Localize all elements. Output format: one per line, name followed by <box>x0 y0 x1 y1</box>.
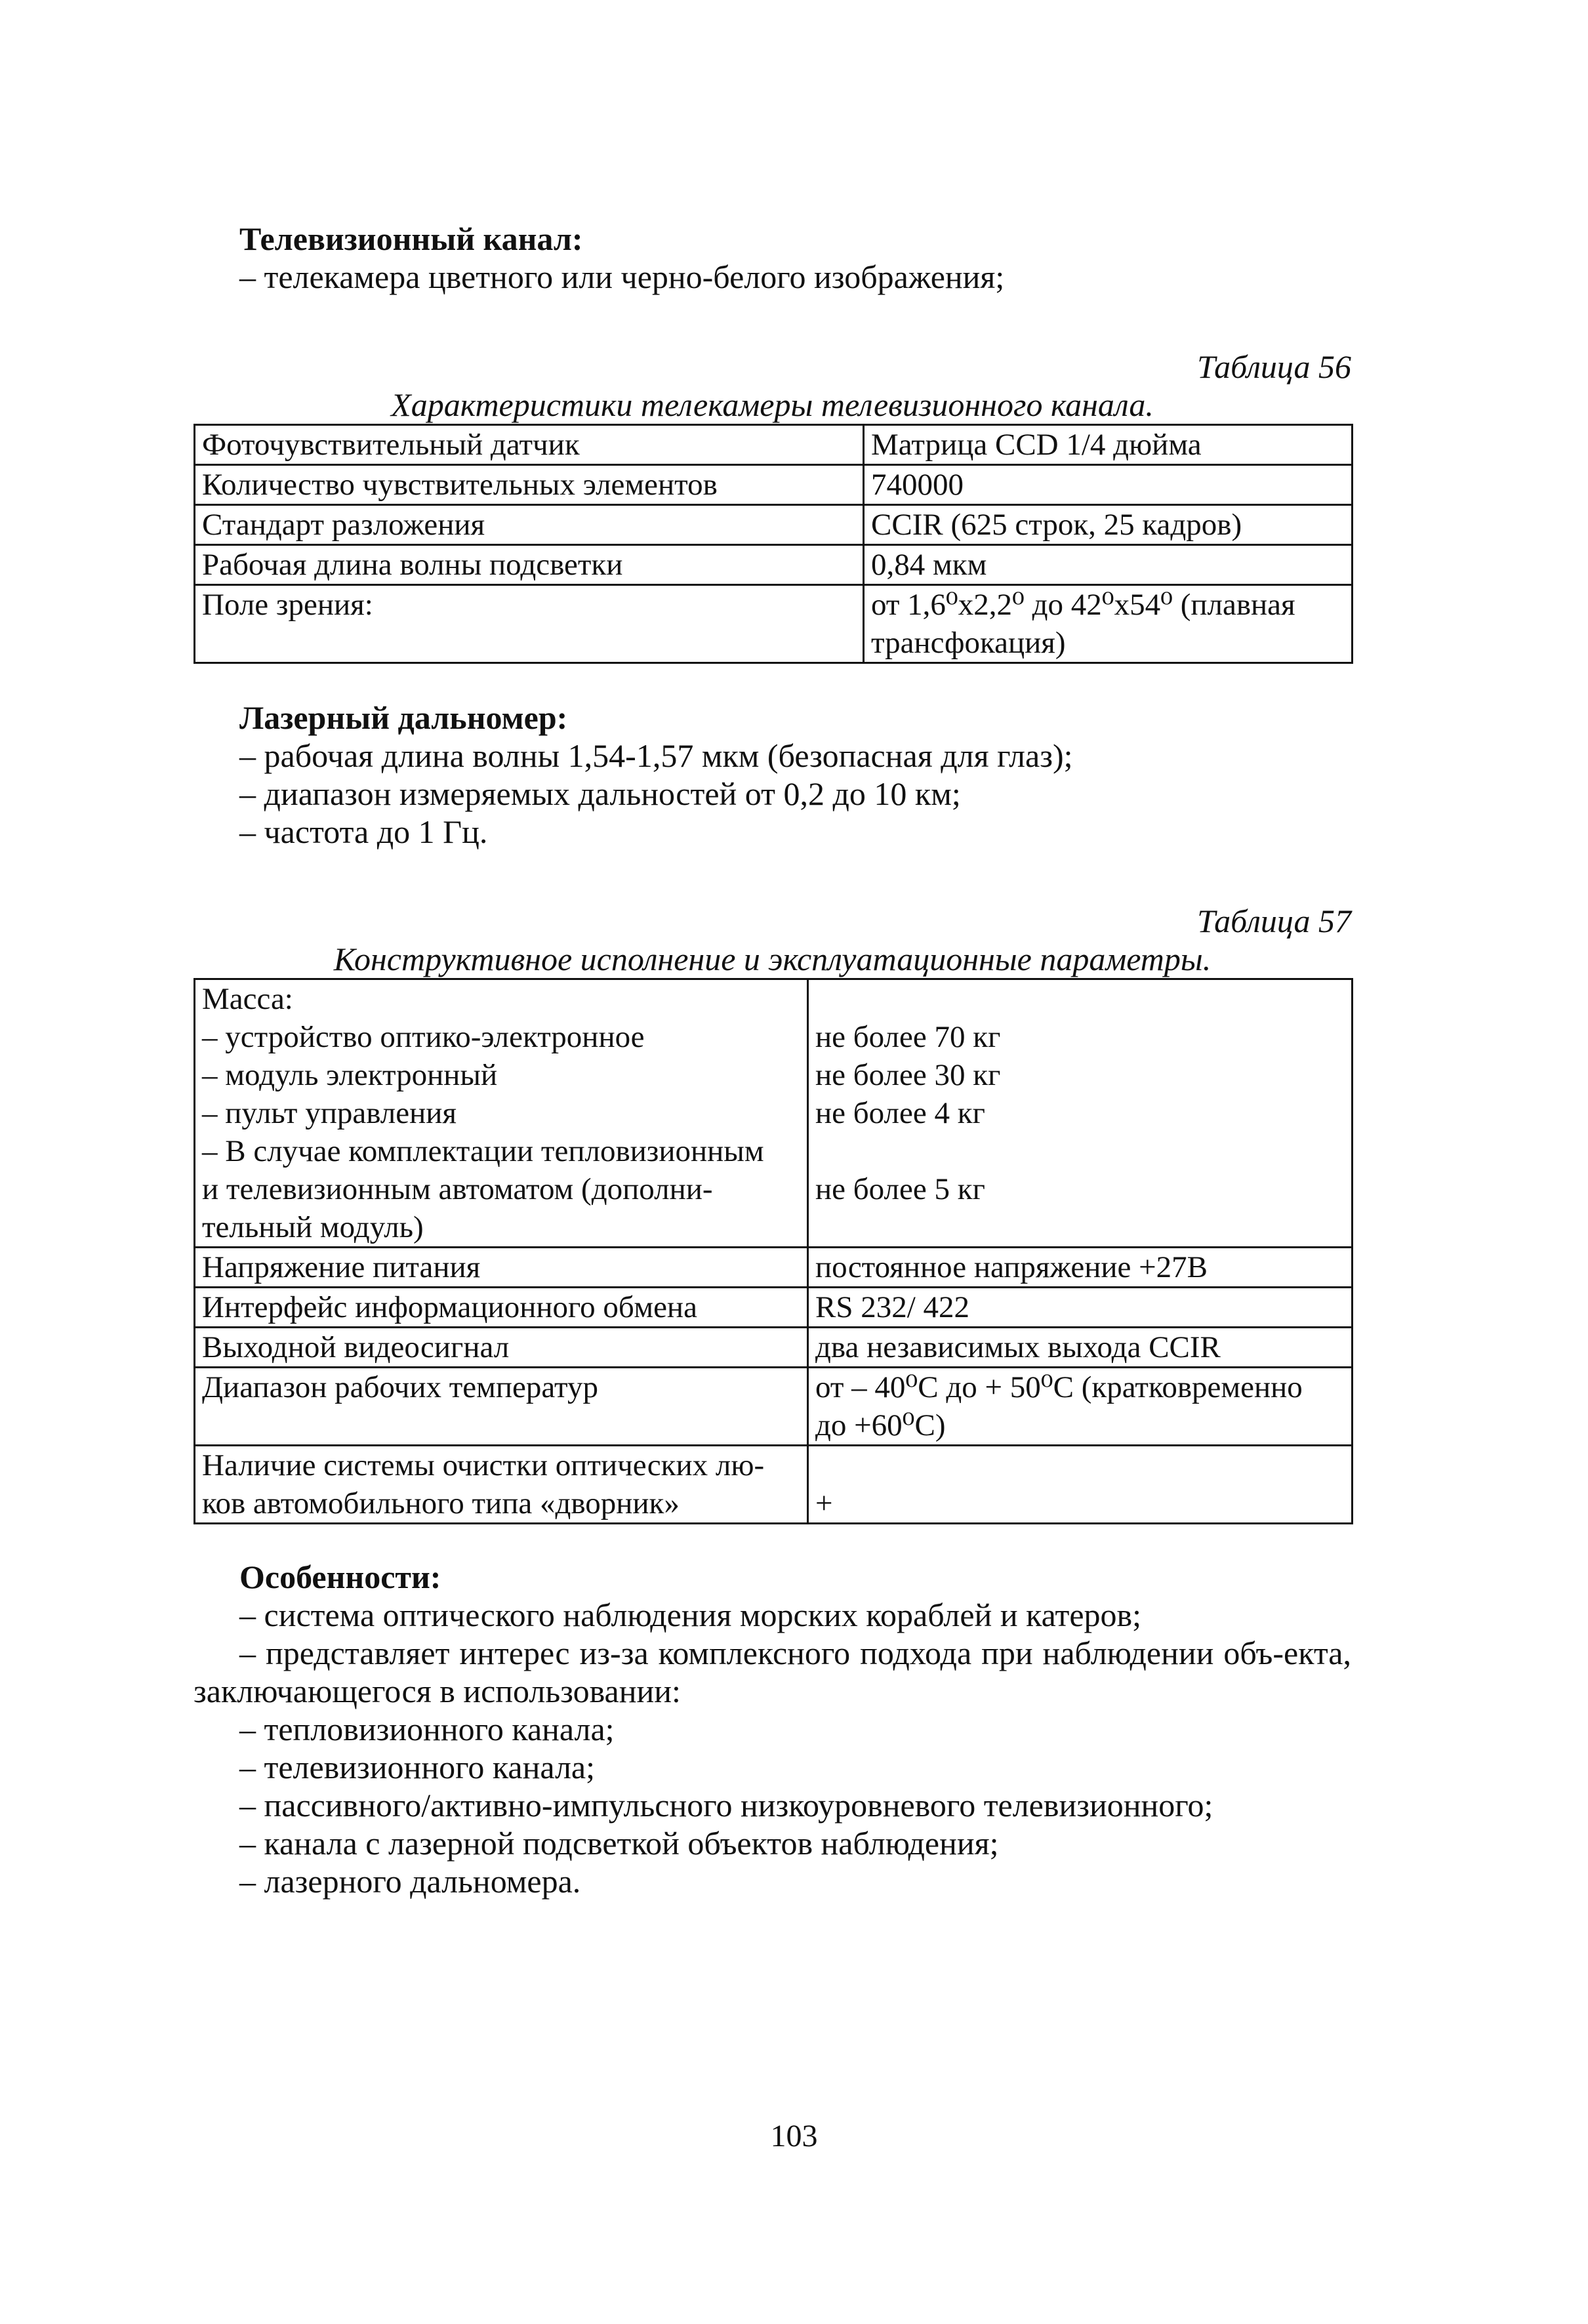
table-cell-param: Поле зрения: <box>195 585 864 663</box>
features-item: – пассивного/активно-импульсного низкоуровневого телевизионного; <box>239 1787 1213 1824</box>
table-cell-line <box>815 1132 1345 1170</box>
laser-section <box>193 699 1351 851</box>
table-cell-value: CCIR (625 строк, 25 кадров) <box>864 505 1353 545</box>
table-cell-value <box>808 1368 1353 1446</box>
table-cell-value: постоянное напряжение +27В <box>808 1248 1353 1288</box>
table-cell-param: Интерфейс информационного обмена <box>195 1288 808 1328</box>
table56 <box>193 424 1353 664</box>
table-cell-value <box>864 585 1353 663</box>
table-cell-param: Диапазон рабочих температур <box>195 1368 808 1446</box>
table-cell-line: – модуль электронный <box>202 1058 498 1092</box>
table-cell-value: два независимых выхода CCIR <box>808 1328 1353 1368</box>
table-row <box>195 1288 1353 1328</box>
table-cell-line: ков автомобильного типа «дворник» <box>202 1486 680 1520</box>
table-cell-line: не более 70 кг <box>815 1020 1001 1054</box>
table-row <box>195 1446 1353 1524</box>
features-item: – система оптического наблюдения морских кораблей и катеров; <box>239 1597 1142 1633</box>
table-cell-line: тельный модуль) <box>202 1210 424 1244</box>
table-cell-line <box>815 1446 1345 1484</box>
features-section <box>193 1558 1351 1900</box>
table-cell-value: 740000 <box>864 465 1353 505</box>
table-cell-line: не более 5 кг <box>815 1172 985 1206</box>
tv-section <box>193 220 1351 296</box>
table-cell-line: Наличие системы очистки оптических лю- <box>202 1448 765 1482</box>
laser-section-item: – рабочая длина волны 1,54-1,57 мкм (безопасная для глаз); <box>239 737 1073 774</box>
table-cell-line: – пульт управления <box>202 1096 457 1130</box>
table-row <box>195 585 1353 663</box>
table-cell-param: Выходной видеосигнал <box>195 1328 808 1368</box>
table-cell-line: + <box>815 1486 833 1520</box>
table57-block <box>193 902 1351 1524</box>
features-item: – тепловизионного канала; <box>239 1711 615 1747</box>
table-cell-line: не более 30 кг <box>815 1058 1001 1092</box>
table-row <box>195 979 1353 1248</box>
page-number: 103 <box>770 2119 818 2153</box>
laser-section-item: – частота до 1 Гц. <box>239 813 488 850</box>
table-cell-line: Масса: <box>202 982 293 1016</box>
table57 <box>193 978 1353 1524</box>
table-cell-line: от – 40⁰C до + 50⁰C (кратковременно <box>815 1370 1303 1404</box>
features-item: – лазерного дальномера. <box>239 1863 581 1900</box>
table-row <box>195 545 1353 585</box>
features-item: – канала с лазерной подсветкой объектов наблюдения; <box>239 1825 999 1862</box>
table57-label: Таблица 57 <box>1197 903 1351 939</box>
table-cell-value: RS 232/ 422 <box>808 1288 1353 1328</box>
table-cell-line <box>815 1208 1345 1246</box>
table-cell-value: 0,84 мкм <box>864 545 1353 585</box>
table-cell-line: – устройство оптико-электронное <box>202 1020 645 1054</box>
table-row <box>195 1368 1353 1446</box>
table-cell-param: Количество чувствительных элементов <box>195 465 864 505</box>
table-row <box>195 1328 1353 1368</box>
tv-section-item: – телекамера цветного или черно-белого изображения; <box>239 258 1005 295</box>
table-cell-value <box>808 1446 1353 1524</box>
features-item: – телевизионного канала; <box>239 1749 595 1785</box>
table56-caption: Характеристики телекамеры телевизионного канала. <box>391 386 1154 423</box>
laser-section-heading: Лазерный дальномер: <box>239 699 568 736</box>
table-cell-line <box>815 980 1345 1018</box>
features-item: – представляет интерес из-за комплексного подхода при наблюдении объ-екта, заключающегося в использовании: <box>193 1635 1351 1709</box>
table-cell-param <box>195 979 808 1248</box>
table-cell-param: Стандарт разложения <box>195 505 864 545</box>
table-cell-line: и телевизионным автоматом (дополни- <box>202 1172 713 1206</box>
tv-section-heading: Телевизионный канал: <box>239 220 583 257</box>
table-row <box>195 465 1353 505</box>
table56-block <box>193 348 1351 664</box>
table-cell-line: трансфокация) <box>871 626 1066 660</box>
table-cell-line: – В случае комплектации тепловизионным <box>202 1134 764 1168</box>
table-cell-line: до +60⁰C) <box>815 1408 946 1442</box>
table-cell-value: Матрица CCD 1/4 дюйма <box>864 425 1353 465</box>
table-row <box>195 1248 1353 1288</box>
table-cell-param: Рабочая длина волны подсветки <box>195 545 864 585</box>
table-cell-param: Фоточувствительный датчик <box>195 425 864 465</box>
table-row <box>195 425 1353 465</box>
table57-caption: Конструктивное исполнение и эксплуатационные параметры. <box>333 941 1211 977</box>
features-heading: Особенности: <box>239 1559 441 1595</box>
laser-section-item: – диапазон измеряемых дальностей от 0,2 до 10 км; <box>239 775 961 812</box>
table-cell-param <box>195 1446 808 1524</box>
table-cell-param: Напряжение питания <box>195 1248 808 1288</box>
table-row <box>195 505 1353 545</box>
table56-label: Таблица 56 <box>1197 348 1351 385</box>
table-cell-line: не более 4 кг <box>815 1096 985 1130</box>
table-cell-line: от 1,6⁰x2,2⁰ до 42⁰x54⁰ (плавная <box>871 588 1295 622</box>
table-cell-value <box>808 979 1353 1248</box>
